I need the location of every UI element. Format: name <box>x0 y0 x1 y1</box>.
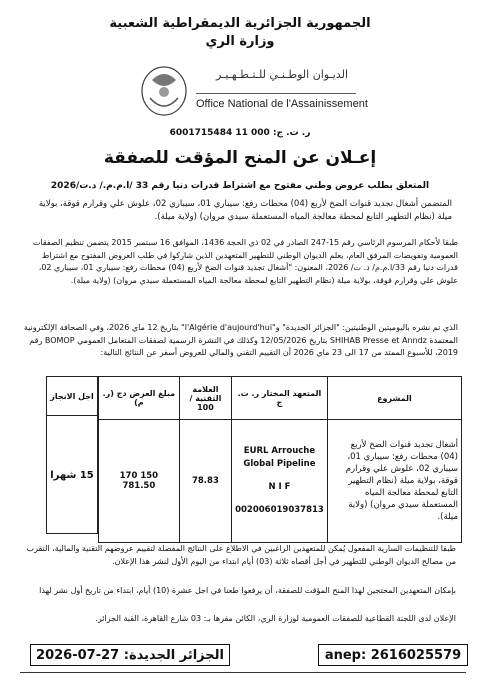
cell-selected-bidder <box>232 420 328 543</box>
header-delay: اجل الانجاز <box>47 377 97 416</box>
cell-offer-amount: 170 150 781.50 <box>99 420 180 543</box>
cell-technical-score: 78.83 <box>179 420 231 543</box>
header-technical-score: العلامة التقنية / 100 <box>179 377 231 420</box>
legal-paragraph: طبقا لأحكام المرسوم الرئاسي رقم 15-247 الصادر في 02 ذي الحجة 1436، الموافق 16 سبتمبر 2015 يتضمن تنظيم الصفقات العمومية وتفويضات المرفق العام، يعلم الديوان الوطني للتطهير المتعهدين الذين شاركوا في طلب العروض المفتوح مع اشتراط قدرات دنيا رقم 33/ا.م.م/ د. ت/ 2026، المعنون: "أشغال تجديد قنوات الضخ لأربع (04) محطات رفع: سيباري 01، سيباري 02، علوش علي وقرارم قوقة، بولاية ميلة (نظام التطهير التابع لمحطة معالجة المياه المستعملة سيدي مروان) (ولاية ميلة). <box>32 238 458 285</box>
header-offer-amount: مبلغ العرض دج (ر. م) <box>99 377 180 420</box>
office-nif: ر. ت. ج: 000 11 6001715484 <box>169 128 311 138</box>
anep-number: anep: 2616025579 <box>324 647 462 663</box>
announcement-title: إعـلان عن المنح المؤقت للصفقة <box>103 148 377 168</box>
ona-logo-icon <box>134 62 194 120</box>
bottom-divider <box>20 672 466 673</box>
consultation-paragraph: طبقا للتنظيمات السارية المفعول يُمكن للمتعهدين الراغبين في الاطلاع على النتائج المفصلة لتقييم عروضهم التقنية والمالية، التقرب من مصالح الديوان الوطني للتطهير في أجل أقصاه ثلاثة (03) أيام ابتداء من اليوم الأول لنشر هذا الإعلان. <box>26 544 456 566</box>
office-name-arabic: الديـوان الوطـنـي للـتـطـهـيـر <box>216 68 348 81</box>
appeal-address-paragraph: الإعلان لدى اللجنة القطاعية للصفقات العمومية لوزارة الري، الكائن مقرها بـ: 03 شارع القاهرة، القبة الجزائر. <box>95 614 456 623</box>
header-selected-bidder: المتعهد المختار ر. ت. ج <box>232 377 328 420</box>
company-nif: 002006019037813 <box>235 505 324 515</box>
publication-paragraph: الذي تم نشره باليوميتين الوطنيتين: "الجزائر الجديدة" و"l'Algérie d'aujourd'hui" بتاريخ 12 ماي 2026، وفي الصحافة الإلكترونية المعتمدة SHIHAB Presse et Anndz بتاريخ 12/05/2026 وكذلك في النشرة الرسمية لصفقات المتعامل العمومي BOMOP رقم 2019، للأسبوع الممتد من 17 الى 23 ماي 2026 أن التقييم التقني والمالي للعروض أسفر عن النتائج التالية: <box>23 323 458 357</box>
cell-delay: 15 شهرا <box>50 469 94 481</box>
table-row <box>99 420 462 543</box>
nif-label: N I F <box>268 482 291 492</box>
appeal-paragraph: بإمكان المتعهدين المحتجين لهذا المنح المؤقت للصفقة، أن يرفعوا طعنا في اجل عشرة (10) أيام، ابتداء من تاريخ أول نشر لهذا <box>39 586 456 595</box>
delay-column <box>46 376 98 534</box>
company-name: EURL Arrouche Global Pipeline <box>243 446 316 469</box>
newspaper-date-box <box>30 644 230 666</box>
office-name-french: Office National de l'Assainissement <box>196 98 368 110</box>
tender-reference: المتعلق بطلب عروض وطني مفتوح مع اشتراط قدرات دنيا رقم 33 /ا.م.م./ د.ت/2026 <box>50 181 430 191</box>
anep-box <box>318 644 468 666</box>
republic-heading: الجمهورية الجزائرية الديمقراطية الشعبية <box>109 16 371 31</box>
header-project: المشروع <box>327 377 461 420</box>
tender-object: المتضمن أشغال تجديد قنوات الضخ لأربع (04) محطات رفع: سيباري 01، سيباري 02، علوش علي وقرارم قوقة، بولاية ميلة (نظام التطهير التابع لمحطة معالجة المياه المستعملة سيدي مروان) (ولاية ميلة). <box>38 199 452 222</box>
ministry-heading: وزارة الري <box>205 34 275 49</box>
newspaper-date: الجزائر الجديدة: 27-07-2026 <box>36 647 224 663</box>
office-divider <box>196 93 356 94</box>
cell-project: أشغال تجديد قنوات الضخ لأربع (04) محطات رفع: سيباري 01، سيباري 02، علوش علي وقرارم قوقة، بولاية ميلة (نظام التطهير التابع لمحطة معالجة المياه المستعملة سيدي مروان) (ولاية ميلة). <box>327 420 461 543</box>
results-table <box>98 376 462 543</box>
table-header-row <box>99 377 462 420</box>
